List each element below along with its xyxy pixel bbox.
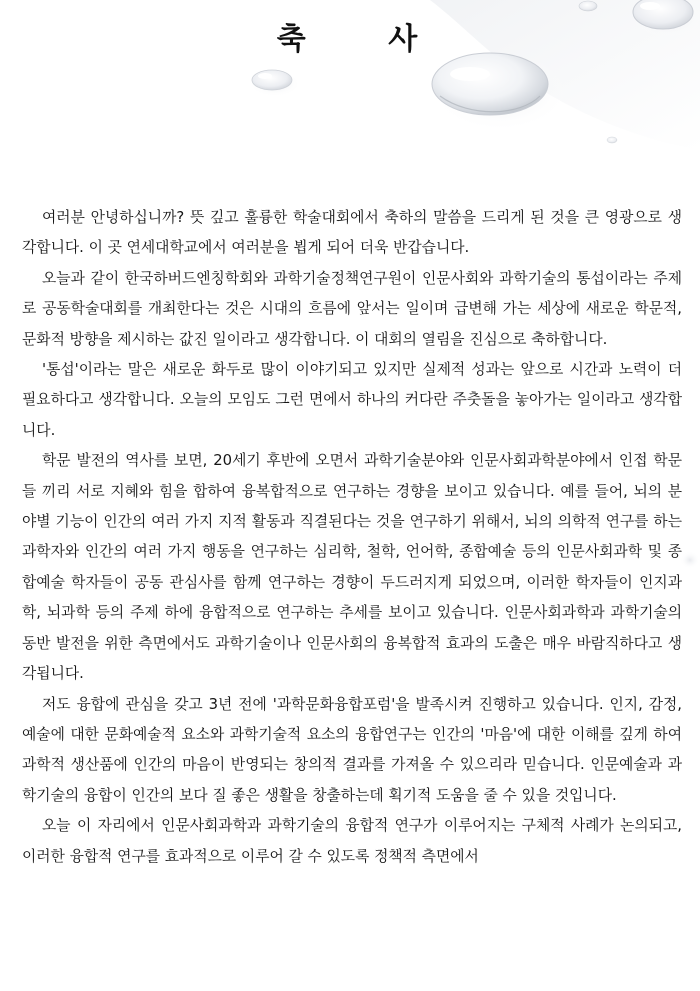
paragraph-6: 오늘 이 자리에서 인문사회과학과 과학기술의 융합적 연구가 이루어지는 구체적 사례가 논의되고, 이러한 융합적 연구를 효과적으로 이루어 갈 수 있도록 정책적 측면에서 <box>22 817 682 865</box>
page-title: 축 사 <box>276 22 454 57</box>
paragraph-1: 여러분 안녕하십니까? 뜻 깊고 훌륭한 학술대회에서 축하의 말씀을 드리게 된 것을 큰 영광으로 생각합니다. 이 곳 연세대학교에서 여러분을 뵙게 되어 더욱 반갑습니다. <box>22 209 682 257</box>
paragraph-2: 오늘과 같이 한국하버드엔칭학회와 과학기술정책연구원이 인문사회와 과학기술의 통섭이라는 주제로 공동학술대회를 개최한다는 것은 시대의 흐름에 앞서는 일이며 급변해 가는 세상에 새로운 학문적, 문화적 방향을 제시하는 값진 일이라고 생각합니다. 이 대회의 열림을 진심으로 축하합니다. <box>22 269 682 348</box>
droplet-small-2 <box>607 137 617 143</box>
droplet-small-1 <box>579 1 597 11</box>
droplet-large <box>430 52 570 132</box>
droplet-left <box>249 70 301 97</box>
paragraph-3: '통섭'이라는 말은 새로운 화두로 많이 이야기되고 있지만 실제적 성과는 앞으로 시간과 노력이 더 필요하다고 생각합니다. 오늘의 모임도 그런 면에서 하나의 커다란 주춧돌을 놓아가는 일이라고 생각합니다. <box>22 361 682 439</box>
body-text <box>22 203 682 872</box>
paragraph-5: 저도 융합에 관심을 갖고 3년 전에 '과학문화융합포럼'을 발족시켜 진행하고 있습니다. 인지, 감정, 예술에 대한 문화예술적 요소와 과학기술적 요소의 융합연구는 인간의 '마음'에 대한 이해를 깊게 하여 과학적 생산품에 인간의 마음이 반영되는 창의적 결과를 가져올 수 있으리라 믿습니다. 인문예술과 과학기술의 융합이 인간의 보다 질 좋은 생활을 창출하는데 획기적 도움을 줄 수 있을 것입니다. <box>22 695 682 804</box>
droplet-small-3 <box>680 551 700 569</box>
paragraph-4: 학문 발전의 역사를 보면, 20세기 후반에 오면서 과학기술분야와 인문사회과학분야에서 인접 학문들 끼리 서로 지혜와 힘을 합하여 융복합적으로 연구하는 경향을 보이고 있습니다. 예를 들어, 뇌의 분야별 기능이 인간의 여러 가지 지적 활동과 직결된다는 것을 연구하기 위해서, 뇌의 의학적 연구를 하는 과학자와 인간의 여러 가지 행동을 연구하는 심리학, 철학, 언어학, 종합예술 등의 인문사회과학 및 종합예술 학자들이 공동 관심사를 함께 연구하는 경향이 두드러지게 되었으며, 이러한 학자들이 인지과학, 뇌과학 등의 주제 하에 융합적으로 연구하는 추세를 보이고 있습니다. 인문사회과학과 과학기술의 동반 발전을 위한 측면에서도 과학기술이나 인문사회의 융복합적 효과의 도출은 매우 바람직하다고 생각됩니다. <box>22 452 682 683</box>
